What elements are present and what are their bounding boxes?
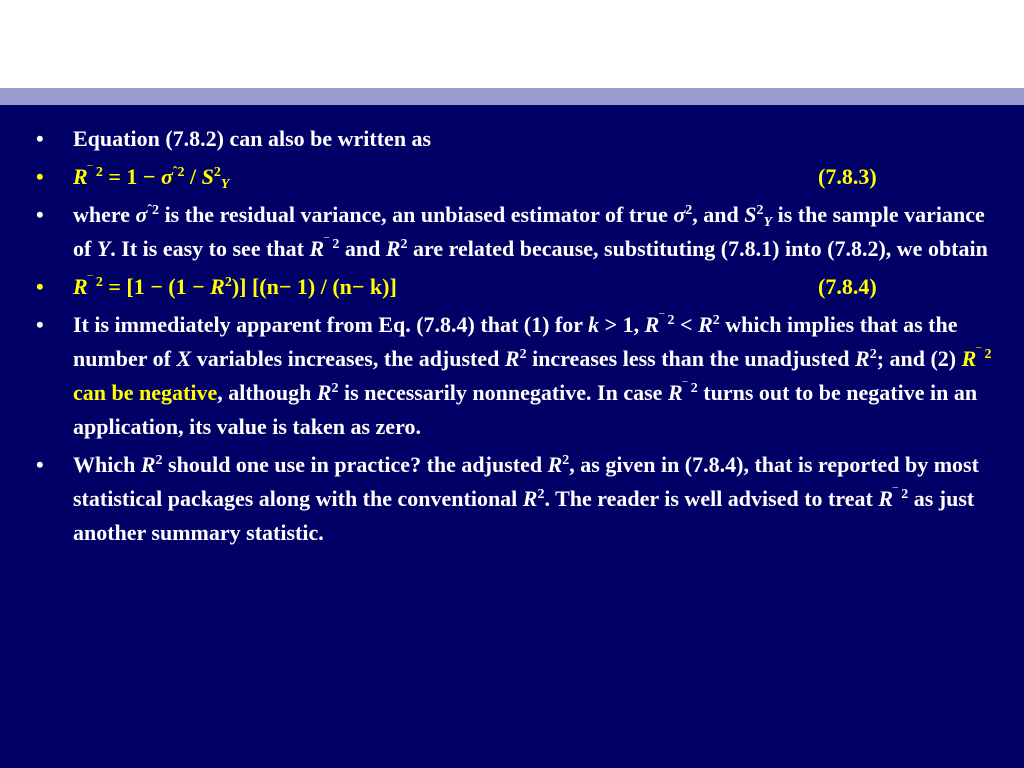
bullet-dot: •	[36, 126, 44, 151]
text: increases less than the unadjusted	[526, 346, 855, 371]
superscript: 2	[869, 347, 877, 362]
bullet-item-1	[36, 122, 996, 156]
bullet-item-equation-7-8-3	[36, 160, 996, 194]
equation-number: (7.8.3)	[818, 164, 877, 189]
bar-superscript: ‾ 2	[87, 165, 103, 180]
superscript: 2	[562, 453, 570, 468]
symbol-r: R	[698, 312, 713, 337]
text: . It is easy to see that	[110, 236, 310, 261]
symbol-r: R	[316, 380, 332, 405]
subscript-y: Y	[763, 215, 773, 230]
superscript: 2	[224, 275, 232, 290]
bullet-dot: •	[36, 202, 44, 227]
bullet-dot: •	[36, 452, 44, 477]
symbol-r: R	[961, 346, 977, 371]
superscript: 2	[756, 203, 764, 218]
bar-superscript: ‾ 2	[87, 275, 103, 290]
bullet-item-5	[36, 308, 996, 444]
text: should one use in practice? the adjusted	[162, 452, 548, 477]
bullet-item-6	[36, 448, 996, 550]
text: , and	[692, 202, 745, 227]
equation-text: /	[184, 164, 202, 189]
bullet-list	[36, 122, 996, 554]
symbol-s: S	[201, 164, 214, 189]
symbol-r: R	[140, 452, 156, 477]
symbol-r: R	[547, 452, 563, 477]
text: where	[73, 202, 136, 227]
symbol-s: S	[744, 202, 757, 227]
hat-superscript: ˆ2	[147, 203, 160, 218]
equation-text: = 1 −	[102, 164, 161, 189]
bar-superscript: ‾ 2	[682, 381, 698, 396]
text: and	[339, 236, 386, 261]
bullet-dot: •	[36, 312, 44, 337]
bullet-item-3	[36, 198, 996, 266]
symbol-r: R	[73, 164, 88, 189]
superscript: 2	[537, 487, 545, 502]
equation-number: (7.8.4)	[818, 274, 877, 299]
header-area	[0, 0, 1024, 88]
symbol-x: X	[176, 346, 192, 371]
symbol-k: k	[588, 312, 600, 337]
symbol-sigma: σ	[673, 202, 686, 227]
text: . The reader is well advised to treat	[544, 486, 879, 511]
superscript: 2	[155, 453, 163, 468]
equation-text: = [1 − (1 −	[102, 274, 211, 299]
symbol-r: R	[522, 486, 538, 511]
text: is the sample variance of	[73, 202, 985, 261]
text: , as given in (7.8.4), that is reported by most statistical packages along with the conventional	[73, 452, 979, 511]
text: turns out to be negative in an application, its value is taken as zero.	[73, 380, 978, 439]
symbol-r: R	[210, 274, 225, 299]
text: is the residual variance, an unbiased estimator of true	[159, 202, 674, 227]
symbol-r: R	[667, 380, 683, 405]
symbol-r: R	[855, 346, 870, 371]
text: ; and (2)	[876, 346, 962, 371]
bullet-text: Equation (7.8.2) can also be written as	[73, 126, 432, 151]
text: It is immediately apparent from Eq. (7.8.4) that (1) for	[73, 312, 589, 337]
bullet-item-equation-7-8-4	[36, 270, 996, 304]
bar-superscript: ‾ 2	[659, 313, 675, 328]
symbol-sigma: σ	[135, 202, 148, 227]
superscript: 2	[400, 237, 408, 252]
symbol-r: R	[644, 312, 660, 337]
text: > 1,	[599, 312, 645, 337]
header-rule-band	[0, 88, 1024, 105]
superscript: 2	[519, 347, 527, 362]
bar-superscript: ‾ 2	[324, 237, 340, 252]
text: Which	[73, 452, 141, 477]
bullet-dot: •	[36, 164, 44, 189]
superscript: 2	[331, 381, 339, 396]
bullet-dot: •	[36, 274, 44, 299]
bar-superscript: ‾ 2	[976, 347, 992, 362]
symbol-r: R	[878, 486, 894, 511]
superscript: 2	[213, 165, 221, 180]
symbol-r: R	[309, 236, 325, 261]
symbol-y: Y	[96, 236, 111, 261]
highlight-text: can be negative	[73, 380, 218, 405]
text: as just another summary statistic.	[73, 486, 975, 545]
text: are related because, substituting (7.8.1) into (7.8.2), we obtain	[407, 236, 988, 261]
text: variables increases, the adjusted	[191, 346, 505, 371]
text: , although	[217, 380, 317, 405]
symbol-r: R	[73, 274, 88, 299]
symbol-r: R	[504, 346, 520, 371]
text: which implies that as the number of	[73, 312, 958, 371]
text: <	[674, 312, 699, 337]
superscript: 2	[712, 313, 720, 328]
bar-superscript: ‾ 2	[893, 487, 909, 502]
subscript-y: Y	[220, 177, 230, 192]
equation-text: )] [(n− 1) / (n− k)]	[231, 274, 397, 299]
superscript: 2	[685, 203, 693, 218]
symbol-r: R	[385, 236, 401, 261]
hat-superscript: ˆ2	[172, 165, 185, 180]
symbol-sigma: σ	[160, 164, 173, 189]
text: is necessarily nonnegative. In case	[338, 380, 668, 405]
